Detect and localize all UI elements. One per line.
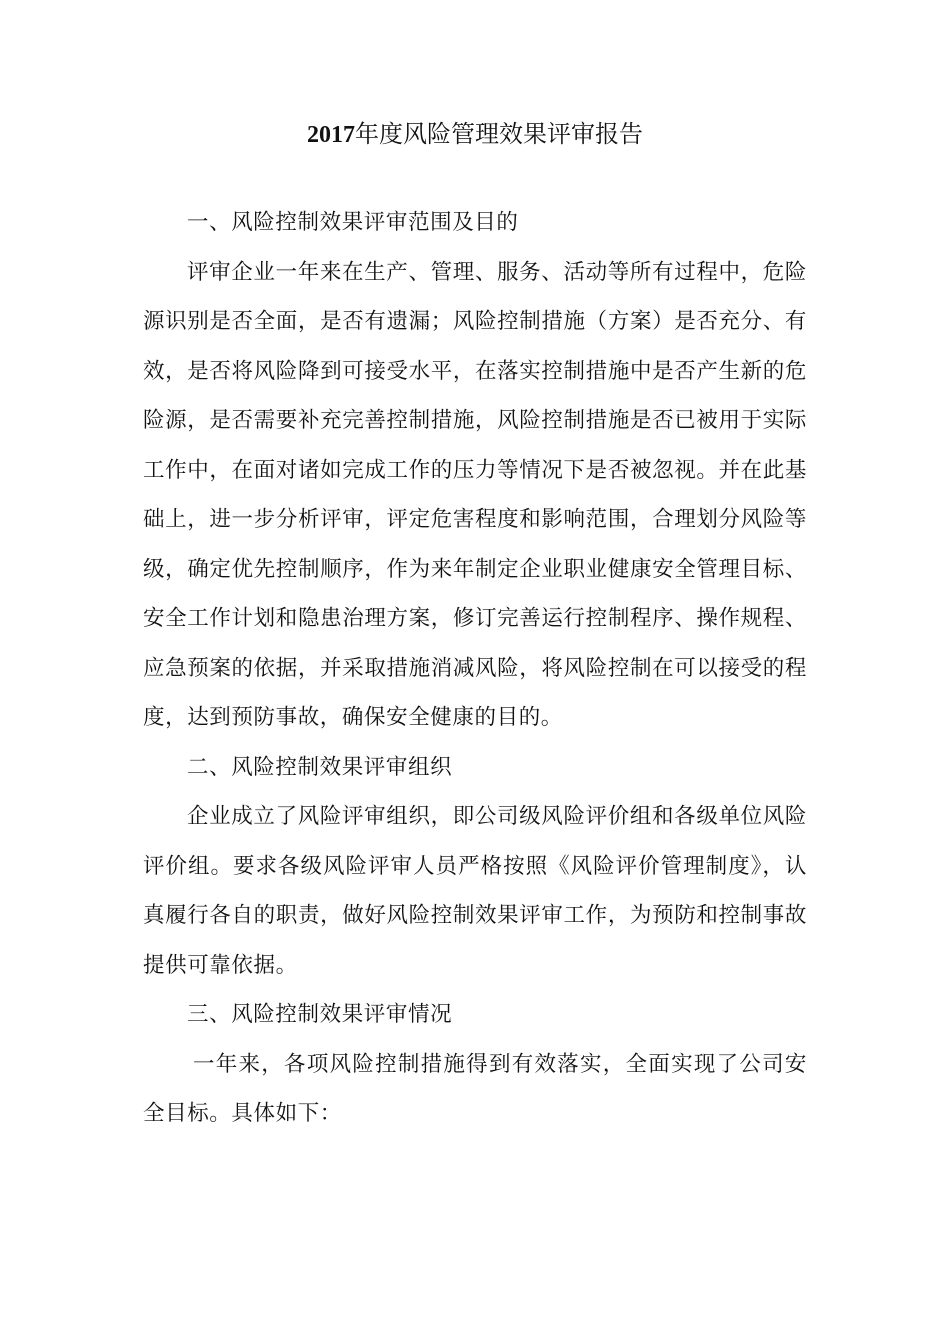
- title-text: 年度风险管理效果评审报告: [355, 120, 643, 148]
- document-title: [0, 116, 950, 153]
- document-body: [143, 198, 807, 1139]
- section-heading-2: 二、风险控制效果评审组织: [187, 754, 453, 780]
- title-year: 2017: [307, 122, 355, 148]
- section-heading-3: 三、风险控制效果评审情况: [187, 1002, 453, 1027]
- section-heading-1: 一、风险控制效果评审范围及目的: [187, 210, 519, 235]
- paragraph-situation: 一年来，各项风险控制措施得到有效落实，全面实现了公司安全目标。具体如下：: [143, 1051, 807, 1126]
- paragraph-organization: 企业成立了风险评审组织，即公司级风险评价组和各级单位风险评价组。要求各级风险评审人员严格按照《风险评价管理制度》，认真履行各自的职责，做好风险控制效果评审工作，为预防和控制事故提供可靠依据。: [143, 804, 807, 978]
- paragraph-scope-purpose: 评审企业一年来在生产、管理、服务、活动等所有过程中，危险源识别是否全面，是否有遗漏；风险控制措施（方案）是否充分、有效，是否将风险降到可接受水平，在落实控制措施中是否产生新的危险源，是否需要补充完善控制措施，风险控制措施是否已被用于实际工作中，在面对诸如完成工作的压力等情况下是否被忽视。并在此基础上，进一步分析评审，评定危害程度和影响范围，合理划分风险等级，确定优先控制顺序，作为来年制定企业职业健康安全管理目标、安全工作计划和隐患治理方案，修订完善运行控制程序、操作规程、应急预案的依据，并采取措施消减风险，将风险控制在可以接受的程度，达到预防事故，确保安全健康的目的。: [143, 259, 807, 730]
